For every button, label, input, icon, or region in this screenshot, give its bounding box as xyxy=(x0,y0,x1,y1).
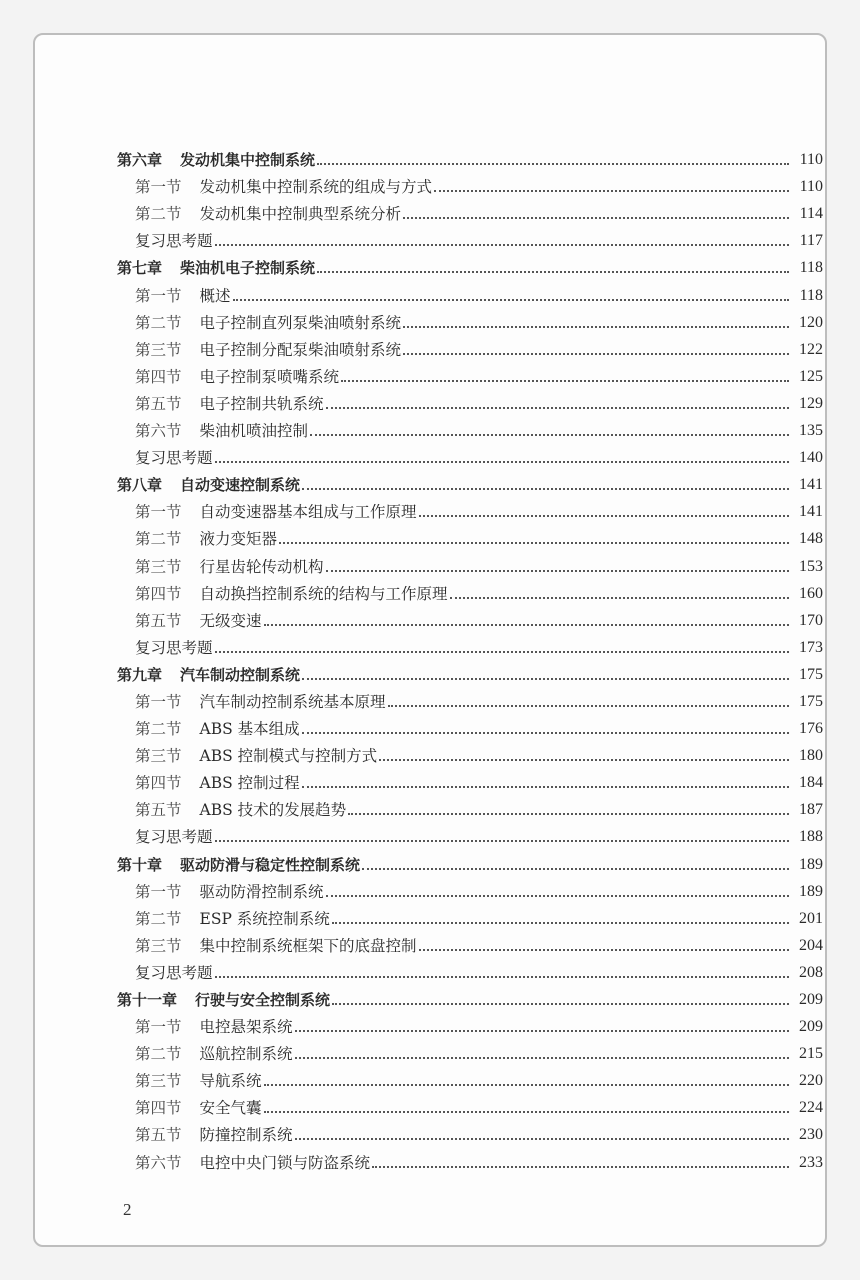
dot-leader xyxy=(302,488,789,490)
toc-section-entry[interactable] xyxy=(117,414,823,441)
entry-title: 电子控制直列泵柴油喷射系统 xyxy=(199,313,402,332)
entry-title: 驱动防滑控制系统 xyxy=(199,882,324,901)
toc-section-entry[interactable] xyxy=(117,1064,823,1091)
dot-leader xyxy=(332,922,789,924)
toc-section-entry[interactable] xyxy=(117,604,823,631)
entry-number: 第二节 xyxy=(135,720,182,739)
entry-title: 汽车制动控制系统基本原理 xyxy=(199,692,386,711)
toc-section-entry[interactable] xyxy=(117,306,823,333)
toc-section-entry[interactable] xyxy=(117,712,823,739)
entry-title: 发动机集中控制系统的组成与方式 xyxy=(199,178,433,197)
entry-number: 第三节 xyxy=(135,1072,182,1091)
toc-section-entry[interactable] xyxy=(117,1037,823,1064)
entry-page-number: 140 xyxy=(799,449,823,467)
entry-number: 第五节 xyxy=(135,1126,182,1145)
entry-title: 巡航控制系统 xyxy=(199,1045,293,1064)
document-page xyxy=(33,33,827,1247)
toc-section-entry[interactable] xyxy=(117,170,823,197)
entry-page-number: 175 xyxy=(799,665,823,683)
dot-leader xyxy=(215,651,789,653)
toc-section-entry[interactable] xyxy=(117,522,823,549)
entry-page-number: 110 xyxy=(799,178,823,196)
toc-review-entry[interactable] xyxy=(117,441,823,468)
dot-leader xyxy=(403,326,789,328)
entry-page-number: 122 xyxy=(799,340,823,358)
dot-leader xyxy=(295,1030,789,1032)
entry-page-number: 175 xyxy=(799,692,823,710)
entry-number: 第八章 xyxy=(117,476,163,495)
entry-page-number: 118 xyxy=(799,259,823,277)
entry-title: 复习思考题 xyxy=(135,828,213,847)
dot-leader xyxy=(388,705,789,707)
entry-number: 第一节 xyxy=(135,1018,182,1037)
entry-title: 柴油机电子控制系统 xyxy=(180,259,316,278)
entry-title: 安全气囊 xyxy=(199,1099,262,1118)
entry-title: 行星齿轮传动机构 xyxy=(199,557,324,576)
dot-leader xyxy=(419,949,789,951)
toc-section-entry[interactable] xyxy=(117,739,823,766)
entry-title: 自动变速器基本组成与工作原理 xyxy=(199,503,417,522)
entry-number: 第三节 xyxy=(135,936,182,955)
entry-title: ABS 基本组成 xyxy=(199,720,300,739)
toc-section-entry[interactable] xyxy=(117,1145,823,1172)
entry-number: 第一节 xyxy=(135,692,182,711)
entry-title: 复习思考题 xyxy=(135,232,213,251)
toc-section-entry[interactable] xyxy=(117,1010,823,1037)
entry-title: 电子控制泵喷嘴系统 xyxy=(199,367,340,386)
toc-chapter-entry[interactable] xyxy=(117,983,823,1010)
entry-title: 复习思考题 xyxy=(135,638,213,657)
dot-leader xyxy=(264,624,789,626)
toc-section-entry[interactable] xyxy=(117,875,823,902)
dot-leader xyxy=(403,353,789,355)
entry-page-number: 114 xyxy=(799,205,823,223)
entry-page-number: 148 xyxy=(799,530,823,548)
entry-title: ABS 控制过程 xyxy=(199,774,300,793)
entry-title: 发动机集中控制系统 xyxy=(180,151,316,170)
page-number: 2 xyxy=(123,1200,132,1219)
dot-leader xyxy=(379,759,789,761)
dot-leader xyxy=(279,542,789,544)
dot-leader xyxy=(403,217,789,219)
dot-leader xyxy=(215,461,789,463)
entry-page-number: 125 xyxy=(799,367,823,385)
dot-leader xyxy=(317,271,789,273)
toc-section-entry[interactable] xyxy=(117,1091,823,1118)
toc-section-entry[interactable] xyxy=(117,1118,823,1145)
table-of-contents xyxy=(117,143,823,1173)
entry-page-number: 129 xyxy=(799,394,823,412)
entry-number: 第六章 xyxy=(117,151,163,170)
entry-page-number: 233 xyxy=(799,1153,823,1171)
toc-section-entry[interactable] xyxy=(117,333,823,360)
toc-section-entry[interactable] xyxy=(117,495,823,522)
entry-page-number: 153 xyxy=(799,557,823,575)
entry-title: ABS 控制模式与控制方式 xyxy=(199,747,378,766)
dot-leader xyxy=(215,976,789,978)
toc-section-entry[interactable] xyxy=(117,766,823,793)
entry-number: 第四节 xyxy=(135,1099,182,1118)
toc-chapter-entry[interactable] xyxy=(117,468,823,495)
toc-section-entry[interactable] xyxy=(117,577,823,604)
entry-page-number: 160 xyxy=(799,584,823,602)
dot-leader xyxy=(450,597,789,599)
dot-leader xyxy=(215,840,789,842)
entry-title: 柴油机喷油控制 xyxy=(199,422,309,441)
dot-leader xyxy=(310,434,789,436)
entry-page-number: 201 xyxy=(799,909,823,927)
entry-title: ESP 系统控制系统 xyxy=(199,909,330,928)
entry-page-number: 120 xyxy=(799,313,823,331)
entry-number: 第二节 xyxy=(135,1045,182,1064)
entry-title: 汽车制动控制系统 xyxy=(180,665,301,684)
dot-leader xyxy=(215,244,789,246)
toc-chapter-entry[interactable] xyxy=(117,847,823,874)
entry-number: 第二节 xyxy=(135,205,182,224)
entry-number: 第七章 xyxy=(117,259,163,278)
entry-page-number: 117 xyxy=(799,232,823,250)
toc-review-entry[interactable] xyxy=(117,956,823,983)
dot-leader xyxy=(362,868,789,870)
dot-leader xyxy=(326,895,789,897)
toc-chapter-entry[interactable] xyxy=(117,658,823,685)
dot-leader xyxy=(348,813,789,815)
toc-review-entry[interactable] xyxy=(117,631,823,658)
entry-number: 第四节 xyxy=(135,774,182,793)
entry-page-number: 230 xyxy=(799,1126,823,1144)
entry-number: 第一节 xyxy=(135,286,182,305)
entry-number: 第三节 xyxy=(135,557,182,576)
toc-review-entry[interactable] xyxy=(117,820,823,847)
toc-section-entry[interactable] xyxy=(117,360,823,387)
entry-number: 第三节 xyxy=(135,747,182,766)
entry-number: 第九章 xyxy=(117,665,163,684)
entry-title: 电控悬架系统 xyxy=(199,1018,293,1037)
entry-number: 第一节 xyxy=(135,882,182,901)
entry-page-number: 220 xyxy=(799,1072,823,1090)
entry-page-number: 170 xyxy=(799,611,823,629)
entry-page-number: 188 xyxy=(799,828,823,846)
entry-page-number: 173 xyxy=(799,638,823,656)
entry-page-number: 224 xyxy=(799,1099,823,1117)
entry-page-number: 118 xyxy=(799,286,823,304)
dot-leader xyxy=(302,678,789,680)
entry-page-number: 189 xyxy=(799,855,823,873)
toc-chapter-entry[interactable] xyxy=(117,143,823,170)
entry-title: 自动换挡控制系统的结构与工作原理 xyxy=(199,584,448,603)
entry-title: 发动机集中控制典型系统分析 xyxy=(199,205,402,224)
entry-page-number: 204 xyxy=(799,936,823,954)
entry-number: 第十章 xyxy=(117,855,163,874)
toc-section-entry[interactable] xyxy=(117,197,823,224)
entry-page-number: 110 xyxy=(799,151,823,169)
toc-section-entry[interactable] xyxy=(117,549,823,576)
entry-title: 集中控制系统框架下的底盘控制 xyxy=(199,936,417,955)
entry-page-number: 180 xyxy=(799,747,823,765)
entry-number: 第五节 xyxy=(135,801,182,820)
dot-leader xyxy=(295,1057,789,1059)
entry-page-number: 189 xyxy=(799,882,823,900)
entry-number: 第三节 xyxy=(135,340,182,359)
toc-review-entry[interactable] xyxy=(117,224,823,251)
dot-leader xyxy=(326,407,789,409)
entry-page-number: 141 xyxy=(799,503,823,521)
entry-number: 第六节 xyxy=(135,1153,182,1172)
entry-number: 第二节 xyxy=(135,530,182,549)
entry-title: 电子控制共轨系统 xyxy=(199,394,324,413)
entry-title: 行驶与安全控制系统 xyxy=(195,991,331,1009)
dot-leader xyxy=(372,1166,789,1168)
entry-page-number: 209 xyxy=(799,991,823,1008)
toc-section-entry[interactable] xyxy=(117,685,823,712)
entry-title: 自动变速控制系统 xyxy=(180,476,301,495)
entry-page-number: 208 xyxy=(799,963,823,981)
entry-page-number: 215 xyxy=(799,1045,823,1063)
entry-title: 无级变速 xyxy=(199,611,262,630)
entry-number: 第六节 xyxy=(135,422,182,441)
entry-number: 第四节 xyxy=(135,367,182,386)
entry-title: 防撞控制系统 xyxy=(199,1126,293,1145)
entry-page-number: 141 xyxy=(799,476,823,494)
entry-title: 复习思考题 xyxy=(135,449,213,468)
entry-title: 导航系统 xyxy=(199,1072,262,1091)
entry-page-number: 184 xyxy=(799,774,823,792)
dot-leader xyxy=(332,1003,789,1005)
entry-title: 电子控制分配泵柴油喷射系统 xyxy=(199,340,402,359)
entry-title: 液力变矩器 xyxy=(199,530,278,549)
entry-title: 概述 xyxy=(199,286,231,305)
entry-number: 第四节 xyxy=(135,584,182,603)
entry-page-number: 176 xyxy=(799,720,823,738)
entry-title: 电控中央门锁与防盗系统 xyxy=(199,1153,371,1172)
entry-title: ABS 技术的发展趋势 xyxy=(199,801,347,820)
dot-leader xyxy=(341,380,789,382)
entry-number: 第十一章 xyxy=(117,991,178,1009)
dot-leader xyxy=(264,1084,789,1086)
entry-page-number: 209 xyxy=(799,1018,823,1036)
entry-page-number: 135 xyxy=(799,422,823,440)
entry-title: 驱动防滑与稳定性控制系统 xyxy=(180,855,361,874)
toc-section-entry[interactable] xyxy=(117,387,823,414)
entry-number: 第二节 xyxy=(135,313,182,332)
toc-chapter-entry[interactable] xyxy=(117,251,823,278)
toc-section-entry[interactable] xyxy=(117,902,823,929)
entry-number: 第一节 xyxy=(135,503,182,522)
dot-leader xyxy=(419,515,789,517)
dot-leader xyxy=(326,570,789,572)
dot-leader xyxy=(264,1111,789,1113)
dot-leader xyxy=(434,190,789,192)
dot-leader xyxy=(233,299,789,301)
entry-number: 第五节 xyxy=(135,611,182,630)
entry-number: 第五节 xyxy=(135,394,182,413)
entry-title: 复习思考题 xyxy=(135,963,213,982)
toc-section-entry[interactable] xyxy=(117,929,823,956)
toc-section-entry[interactable] xyxy=(117,793,823,820)
dot-leader xyxy=(317,163,789,165)
entry-number: 第一节 xyxy=(135,178,182,197)
dot-leader xyxy=(302,786,789,788)
entry-number: 第二节 xyxy=(135,909,182,928)
entry-page-number: 187 xyxy=(799,801,823,819)
toc-section-entry[interactable] xyxy=(117,278,823,305)
dot-leader xyxy=(295,1138,789,1140)
dot-leader xyxy=(302,732,789,734)
